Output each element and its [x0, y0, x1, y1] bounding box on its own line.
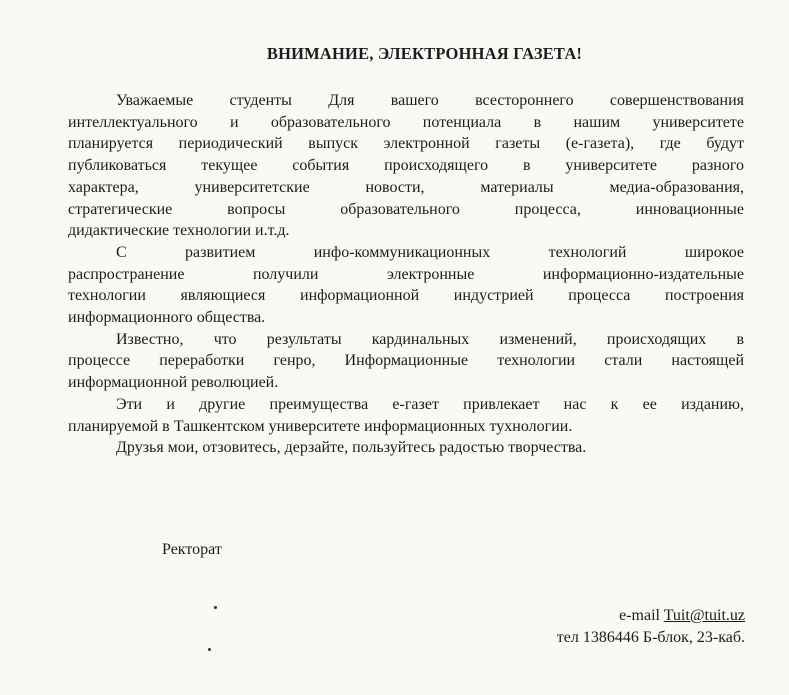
signature: Ректорат: [162, 541, 222, 558]
paragraph-line: планируется периодический выпуск электронной газеты (е-газета), где будут: [68, 135, 744, 153]
paragraph-4: [68, 394, 744, 437]
document-body: [68, 90, 744, 459]
paragraph-line: процессе переработки генро, Информационные технологии стали настоящей: [68, 352, 744, 370]
paragraph-line: Уважаемые студенты Для вашего всестороннего совершенствования: [116, 92, 744, 109]
paragraph-line: планируемой в Ташкентском университете информационных тухнологии.: [68, 417, 573, 435]
paragraph-5: [68, 437, 744, 459]
document-title: ВНИМАНИЕ, ЭЛЕКТРОННАЯ ГАЗЕТА!: [266, 44, 583, 63]
paragraph-line: Друзья мои, отзовитесь, дерзайте, пользуйтесь радостью творчества.: [116, 439, 587, 457]
paragraph-line: С развитием инфо-коммуникационных технологий широкое: [116, 243, 744, 261]
paragraph-line: Эти и другие преимущества е-газет привлекает нас к ее изданию,: [116, 395, 744, 413]
paragraph-line: дидактические технологии и.т.д.: [68, 222, 290, 240]
paragraph-line: информационного общества.: [68, 309, 266, 327]
paragraph-line: публиковаться текущее события происходящего в университете разного: [68, 157, 744, 175]
email-link[interactable]: Tuit@tuit.uz: [663, 607, 745, 624]
paragraph-line: характера, университетские новости, материалы медиа-образования,: [68, 178, 744, 196]
paragraph-line: информационной революцией.: [68, 374, 279, 392]
scan-speck: [208, 648, 211, 651]
paragraph-3: [68, 329, 744, 394]
paragraph-line: стратегические вопросы образовательного процесса, инновационные: [68, 200, 744, 218]
email-line: [557, 605, 745, 627]
email-label: e-mail: [619, 607, 660, 624]
paragraph-line: интеллектуального и образовательного потенциала в нашим университете: [68, 113, 744, 131]
paragraph-2: [68, 242, 744, 329]
paragraph-1: [68, 90, 744, 242]
contact-block: [557, 605, 745, 649]
scan-speck: [214, 606, 217, 609]
paragraph-line: Известно, что результаты кардинальных изменений, происходящих в: [116, 330, 744, 348]
paragraph-line: распространение получили электронные информационно-издательные: [68, 265, 744, 283]
phone-line: тел 1386446 Б-блок, 23-каб.: [556, 629, 745, 646]
paragraph-line: технологии являющиеся информационной индустрией процесса построения: [68, 287, 744, 305]
